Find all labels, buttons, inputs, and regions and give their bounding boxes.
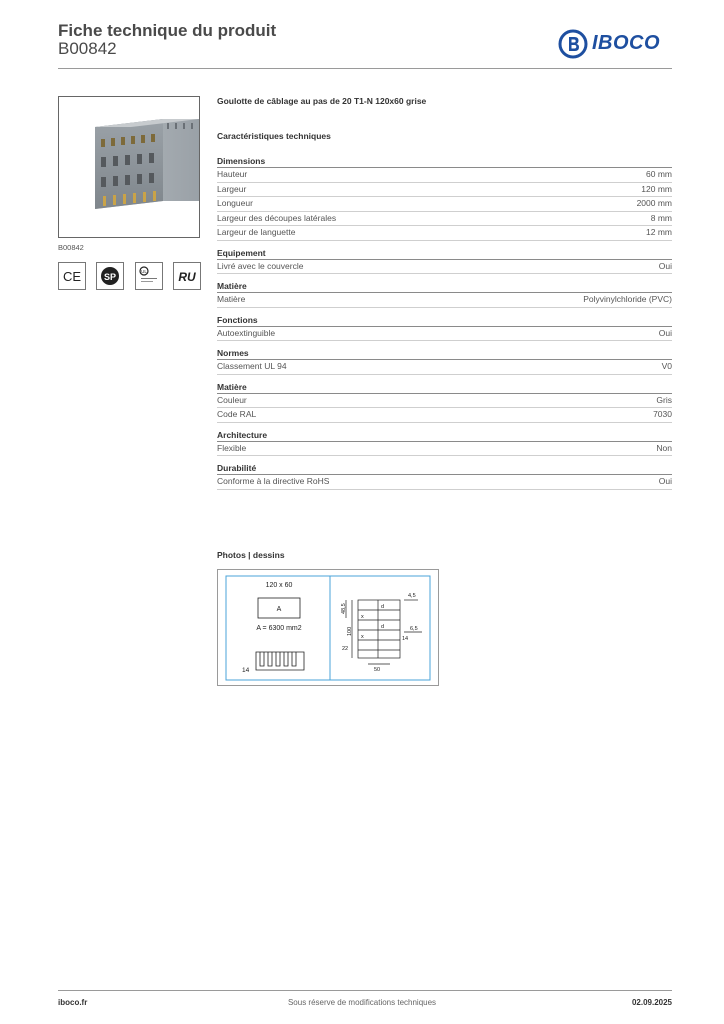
- spec-key: Matière: [217, 294, 246, 304]
- spec-group-durabilite: [217, 463, 672, 490]
- svg-text:CE: CE: [62, 269, 82, 284]
- svg-text:A: A: [276, 606, 282, 613]
- svg-text:x: x: [361, 614, 364, 620]
- product-name: Goulotte de câblage au pas de 20 T1-N 120x60 grise: [217, 96, 427, 106]
- svg-text:100: 100: [347, 626, 353, 636]
- spec-group-matiere: [217, 281, 672, 308]
- spec-group-equipement: [217, 248, 672, 275]
- spec-row: [217, 475, 672, 490]
- spec-value: 60 mm: [646, 169, 672, 179]
- spec-row: [217, 442, 672, 457]
- iboco-logo-icon: [558, 29, 588, 59]
- spec-key: Largeur de languette: [217, 227, 296, 237]
- spec-key: Largeur: [217, 183, 247, 194]
- spec-value: 7030: [653, 409, 672, 419]
- spec-column: [217, 96, 672, 497]
- spec-group-matiere-couleur: [217, 382, 672, 423]
- header-divider: [58, 68, 672, 69]
- svg-text:UL: UL: [141, 269, 147, 274]
- photos-heading: Photos | dessins: [217, 550, 285, 560]
- spec-row: [217, 197, 672, 212]
- spec-row: [217, 168, 672, 183]
- spec-value: 2000 mm: [636, 198, 672, 208]
- spec-key: Flexible: [217, 442, 247, 453]
- spec-key: Livré avec le couvercle: [217, 260, 304, 271]
- footer-notice: Sous réserve de modifications techniques: [287, 998, 437, 1007]
- spec-key: Autoextinguible: [217, 327, 276, 338]
- spec-row: [217, 226, 672, 241]
- spec-key: Largeur des découpes latérales: [217, 212, 337, 223]
- spec-row: [217, 183, 672, 198]
- spec-value: Oui: [658, 476, 672, 486]
- svg-text:SP: SP: [103, 272, 117, 282]
- spec-value: 120 mm: [641, 183, 672, 194]
- svg-text:48,5: 48,5: [341, 603, 347, 614]
- spec-key: Longueur: [217, 198, 253, 208]
- spec-key: Code RAL: [217, 409, 257, 419]
- svg-text:22: 22: [342, 646, 349, 652]
- brand-logo[interactable]: [558, 29, 674, 59]
- spec-key: Hauteur: [217, 169, 248, 179]
- cable-duct-illustration: [59, 97, 199, 237]
- svg-text:A = 6300 mm2: A = 6300 mm2: [256, 625, 302, 632]
- spec-group-fonctions: [217, 315, 672, 342]
- svg-text:d: d: [381, 624, 385, 630]
- spec-value: Polyvinylchloride (PVC): [583, 294, 672, 304]
- svg-text:d: d: [381, 604, 385, 610]
- spec-group-title: Matière: [217, 382, 672, 394]
- csa-icon: [96, 262, 124, 290]
- drawing-canvas: [218, 570, 438, 685]
- footer-date: 02.09.2025: [631, 998, 672, 1007]
- spec-value: Oui: [658, 327, 672, 338]
- spec-key: Classement UL 94: [217, 361, 287, 371]
- logo-text: IBOCO: [592, 32, 661, 54]
- svg-text:RU: RU: [178, 270, 196, 284]
- spec-row: [217, 408, 672, 423]
- spec-key: Conforme à la directive RoHS: [217, 476, 330, 486]
- spec-value: 8 mm: [650, 212, 672, 223]
- spec-group-title: Durabilité: [217, 463, 672, 475]
- technical-drawing: [217, 569, 439, 686]
- svg-text:14: 14: [242, 667, 250, 674]
- spec-group-title: Fonctions: [217, 315, 672, 327]
- ul-recognized-icon: [173, 262, 201, 290]
- spec-value: Gris: [656, 394, 672, 405]
- spec-group-title: Matière: [217, 281, 672, 293]
- spec-row: [217, 327, 672, 342]
- spec-row: [217, 212, 672, 227]
- spec-row: [217, 293, 672, 308]
- svg-text:50: 50: [374, 667, 381, 673]
- spec-group-architecture: [217, 430, 672, 457]
- spec-group-title: Normes: [217, 348, 672, 360]
- spec-row: [217, 260, 672, 275]
- svg-text:120 x 60: 120 x 60: [265, 582, 293, 589]
- spec-row: [217, 394, 672, 409]
- spec-group-title: Equipement: [217, 248, 672, 260]
- product-code: B00842: [58, 39, 117, 58]
- footer-website-link[interactable]: iboco.fr: [58, 998, 88, 1007]
- footer-divider: [58, 990, 672, 991]
- spec-group-title: Dimensions: [217, 156, 672, 168]
- spec-value: Oui: [658, 260, 672, 271]
- image-caption: B00842: [58, 243, 84, 252]
- page-title: Fiche technique du produit: [58, 21, 277, 40]
- svg-text:14: 14: [402, 636, 409, 642]
- spec-group-dimensions: [217, 156, 672, 241]
- svg-text:6,5: 6,5: [410, 626, 418, 632]
- spec-value: Non: [656, 442, 672, 453]
- ce-mark-icon: [58, 262, 86, 290]
- ul-listed-icon: [135, 262, 163, 290]
- spec-value: 12 mm: [646, 227, 672, 237]
- product-image: [58, 96, 200, 238]
- svg-text:4,5: 4,5: [408, 593, 416, 599]
- spec-value: V0: [661, 361, 672, 371]
- spec-group-title: Architecture: [217, 430, 672, 442]
- characteristics-heading: Caractéristiques techniques: [217, 131, 331, 141]
- spec-row: [217, 360, 672, 375]
- spec-group-normes: [217, 348, 672, 375]
- spec-key: Couleur: [217, 394, 247, 405]
- svg-text:x: x: [361, 634, 364, 640]
